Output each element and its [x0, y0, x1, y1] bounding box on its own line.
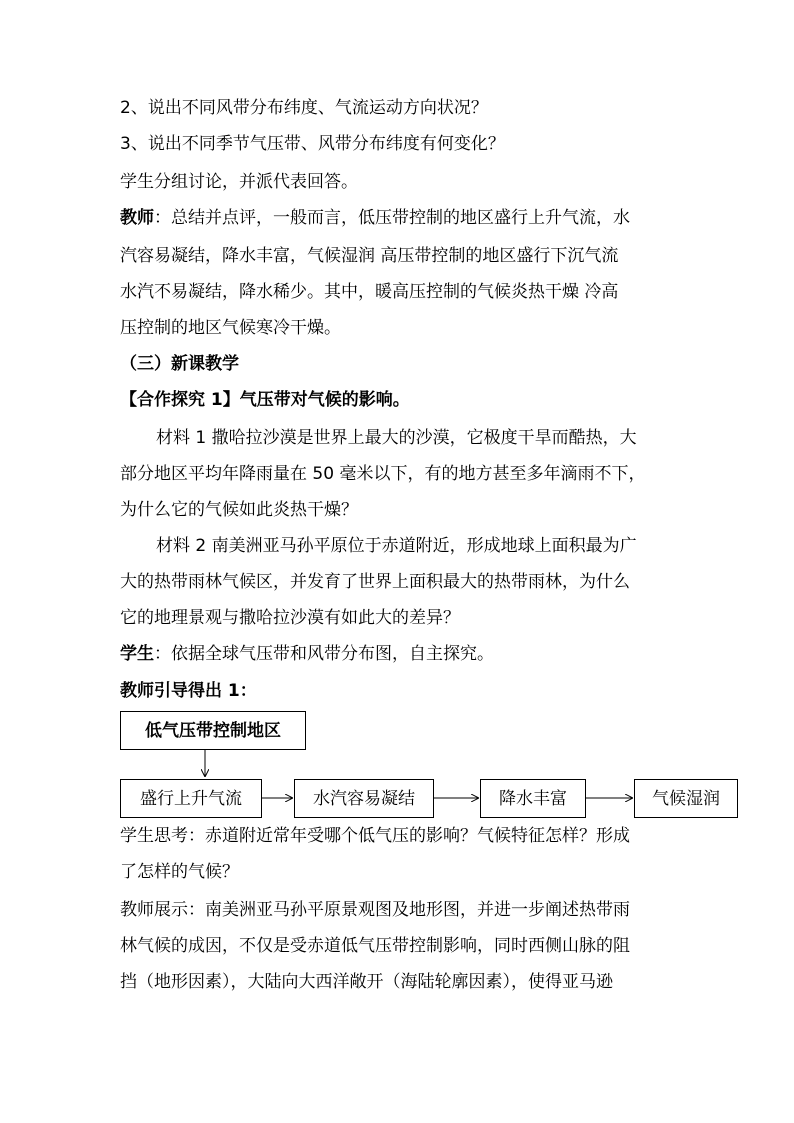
- flow-box-step-4: 气候湿润: [634, 779, 738, 818]
- material-2-line-2: 大的热带雨林气候区，并发育了世界上面积最大的热带雨林，为什么: [120, 572, 630, 592]
- flow-box-step-3: 降水丰富: [480, 779, 586, 818]
- material-1-line-2: 部分地区平均年降雨量在 50 毫米以下，有的地方甚至多年滴雨不下，: [120, 464, 646, 484]
- summary-line-3: 水汽不易凝结，降水稀少。其中，暖高压控制的气候炎热干燥 冷高: [120, 282, 619, 302]
- flow-box-step-2: 水汽容易凝结: [294, 779, 434, 818]
- material-1-line-1: 材料 1 撒哈拉沙漠是世界上最大的沙漠，它极度干旱而酷热，大: [156, 428, 637, 448]
- teacher-summary-text: ：总结并点评，一般而言，低压带控制的地区盛行上升气流，水: [154, 208, 630, 228]
- student-discussion: 学生分组讨论，并派代表回答。: [120, 172, 358, 192]
- teacher-guide: 教师引导得出 1：: [120, 681, 257, 701]
- question-3: 3、说出不同季节气压带、风带分布纬度有何变化？: [120, 134, 505, 154]
- summary-line-4: 压控制的地区气候寒冷干燥。: [120, 318, 341, 338]
- teacher-show-line-1: 教师展示：南美洲亚马孙平原景观图及地形图，并进一步阐述热带雨: [120, 900, 630, 920]
- material-2-line-3: 它的地理景观与撒哈拉沙漠有如此大的差异？: [120, 608, 460, 628]
- summary-line-2: 汽容易凝结，降水丰富，气候湿润 高压带控制的地区盛行下沉气流: [120, 246, 619, 266]
- question-2: 2、说出不同风带分布纬度、气流运动方向状况？: [120, 98, 488, 118]
- teacher-label: 教师: [120, 208, 154, 228]
- inquiry-title: 【合作探究 1】气压带对气候的影响。: [120, 390, 410, 410]
- flow-box-top: 低气压带控制地区: [120, 711, 306, 750]
- student-label: 学生: [120, 644, 154, 664]
- teacher-show-line-2: 林气候的成因，不仅是受赤道低气压带控制影响，同时西侧山脉的阻: [120, 936, 630, 956]
- teacher-show-line-3: 挡（地形因素），大陆向大西洋敞开（海陆轮廓因素），使得亚马逊: [120, 972, 613, 992]
- student-thinking-line-1: 学生思考：赤道附近常年受哪个低气压的影响？气候特征怎样？形成: [120, 826, 630, 846]
- material-2-line-1: 材料 2 南美洲亚马孙平原位于赤道附近，形成地球上面积最为广: [156, 536, 637, 556]
- student-thinking-line-2: 了怎样的气候？: [120, 862, 239, 882]
- section-title: （三）新课教学: [120, 354, 239, 374]
- student-line-text: ：依据全球气压带和风带分布图，自主探究。: [154, 644, 494, 664]
- flow-box-step-1: 盛行上升气流: [120, 779, 262, 818]
- material-1-line-3: 为什么它的气候如此炎热干燥？: [120, 500, 358, 520]
